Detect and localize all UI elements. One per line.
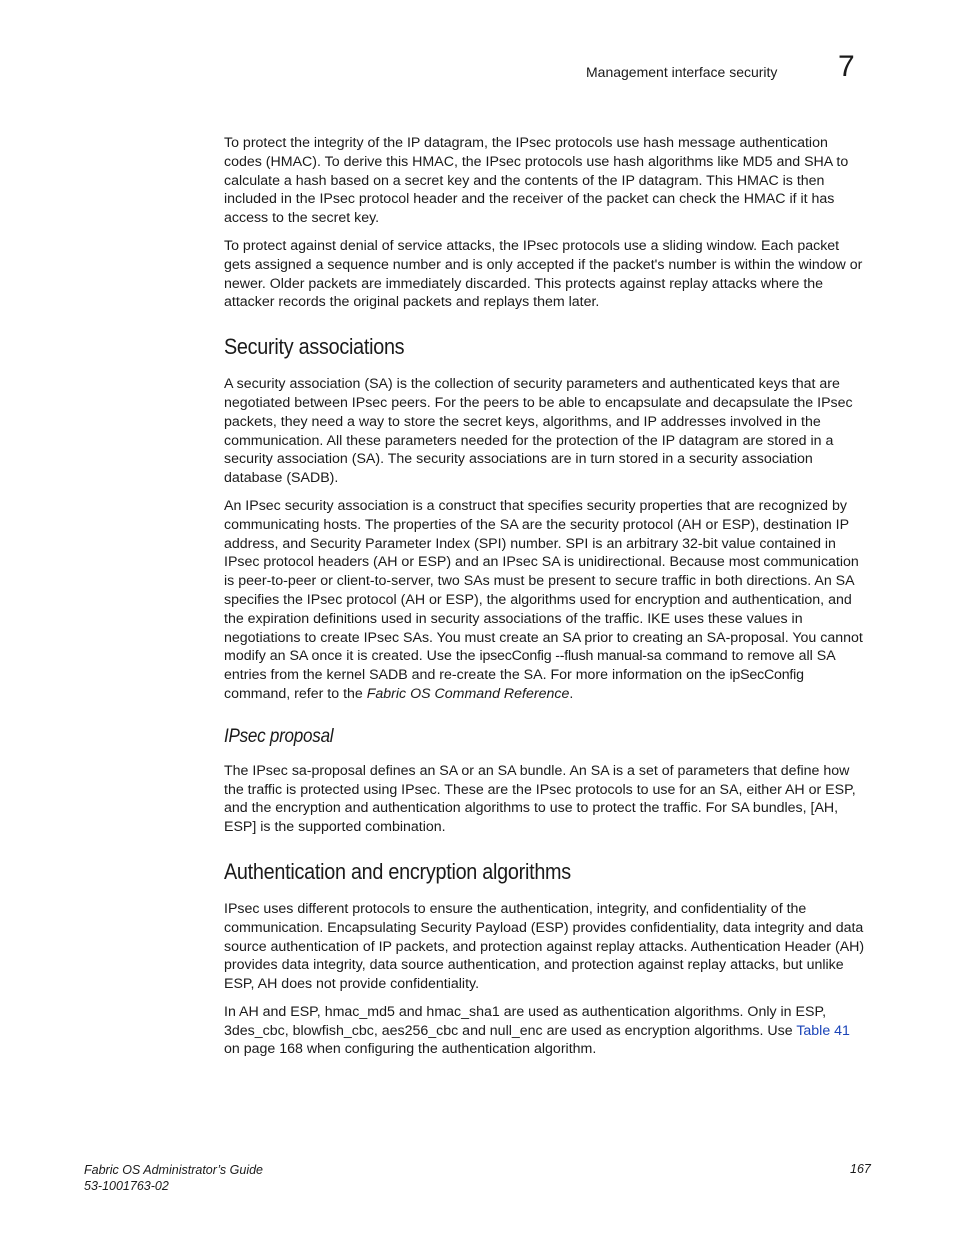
heading-auth-encryption: Authentication and encryption algorithms xyxy=(224,858,571,884)
proposal-paragraph: The IPsec sa-proposal defines an SA or an SA bundle. An SA is a set of parameters that define how the traffic is protected using IPsec. These are the IPsec protocols to use for an SA, either AH or ESP, and the encryption and authentication algorithms to use to protect the traffic. For SA bundles, [AH, ESP] is the supported combination. xyxy=(224,762,856,836)
sa-p2-text-a: An IPsec security association is a construct that specifies security properties that are recognized by communicating hosts. The properties of the SA are the security protocol (AH or ESP), destination IP address, and Security Parameter Index (SPI) number. SPI is an arbitrary 32-bit value contained in IPsec protocol headers (AH or ESP) and an IPsec SA is unidirectional. Because most communication is peer-to-peer or client-to-server, two SAs must be present to secure traffic in both directions. An SA specifies the IPsec protocol (AH or ESP), the algorithms used for encryption and authentication, and the expiration definitions used in security associations of the traffic. IKE uses these values in negotiations to create IPsec SAs. You must create an SA prior to creating an SA-proposal. You cannot modify an SA once it is created. Use the xyxy=(224,497,863,665)
auth-paragraph-2 xyxy=(224,1003,869,1059)
intro-paragraph-1: To protect the integrity of the IP datagram, the IPsec protocols use hash message authentication codes (HMAC). To derive this HMAC, the IPsec protocols use hash algorithms like MD5 and SHA to calculate a hash based on a secret key and the contents of the IP datagram. This HMAC is then included in the IPsec protocol header and the receiver of the packet can check the HMAC if it has access to the secret key. xyxy=(224,135,849,227)
command-ipsecconfig: ipSecConfig xyxy=(729,667,804,684)
sa-p2-text-c: command, refer to the xyxy=(224,685,367,702)
command-ipsecconfig-flush: ipsecConfig --flush manual-sa xyxy=(479,648,662,665)
footer-guide-info xyxy=(84,1162,263,1194)
auth-p2-text-a: In AH and ESP, hmac_md5 and hmac_sha1 are used as authentication algorithms. Only in ESP, 3des_cbc, blowfish_cbc, aes256_cbc and null_enc are used as encryption algorithms. Use xyxy=(224,1003,827,1039)
sa-paragraph-2 xyxy=(224,497,869,704)
running-header-title: Management interface security xyxy=(586,64,778,80)
heading-ipsec-proposal: IPsec proposal xyxy=(224,725,334,747)
chapter-number: 7 xyxy=(838,50,855,83)
sa-p2-text-d: . xyxy=(569,685,574,702)
footer-doc-number: 53-1001763-02 xyxy=(84,1179,169,1193)
auth-paragraph-1: IPsec uses different protocols to ensure the authentication, integrity, and confidentiality of the communication. Encapsulating Security Payload (ESP) provides confidentiality, data integrity and data source authentication of IP packets, and protection against replay attacks. Authentication Header (AH) provides data integrity, data source authentication, and protection against replay attacks, but unlike ESP, AH does not provide confidentiality. xyxy=(224,900,865,993)
sa-p2-text-b: command to remove all SA entries from the kernel SADB and re-create the SA. For more information on the xyxy=(224,648,835,684)
reference-title: Fabric OS Command Reference xyxy=(366,685,570,702)
page-number: 167 xyxy=(850,1162,871,1176)
sa-paragraph-1: A security association (SA) is the collection of security parameters and authenticated keys that are negotiated between IPsec peers. For the peers to be able to encapsulate and decapsulate the IPsec packets, they need a way to store the secret keys, algorithms, and IP addresses involved in the communication. All these parameters needed for the protection of the IP datagram are stored in a security association (SA). The security associations are in turn stored in a security association database (SADB). xyxy=(224,376,853,487)
page-body xyxy=(224,134,869,1068)
table-41-link[interactable]: Table 41 xyxy=(796,1022,850,1039)
auth-p2-text-b: on page 168 when configuring the authentication algorithm. xyxy=(224,1041,597,1058)
heading-security-associations: Security associations xyxy=(224,334,405,360)
footer-guide-title: Fabric OS Administrator’s Guide xyxy=(84,1163,263,1177)
intro-paragraph-2: To protect against denial of service attacks, the IPsec protocols use a sliding window. Each packet gets assigned a sequence number and is only accepted if the packet's number is within the window or newer. Older packets are immediately discarded. This protects against replay attacks where the attacker records the original packets and replays them later. xyxy=(224,237,863,311)
